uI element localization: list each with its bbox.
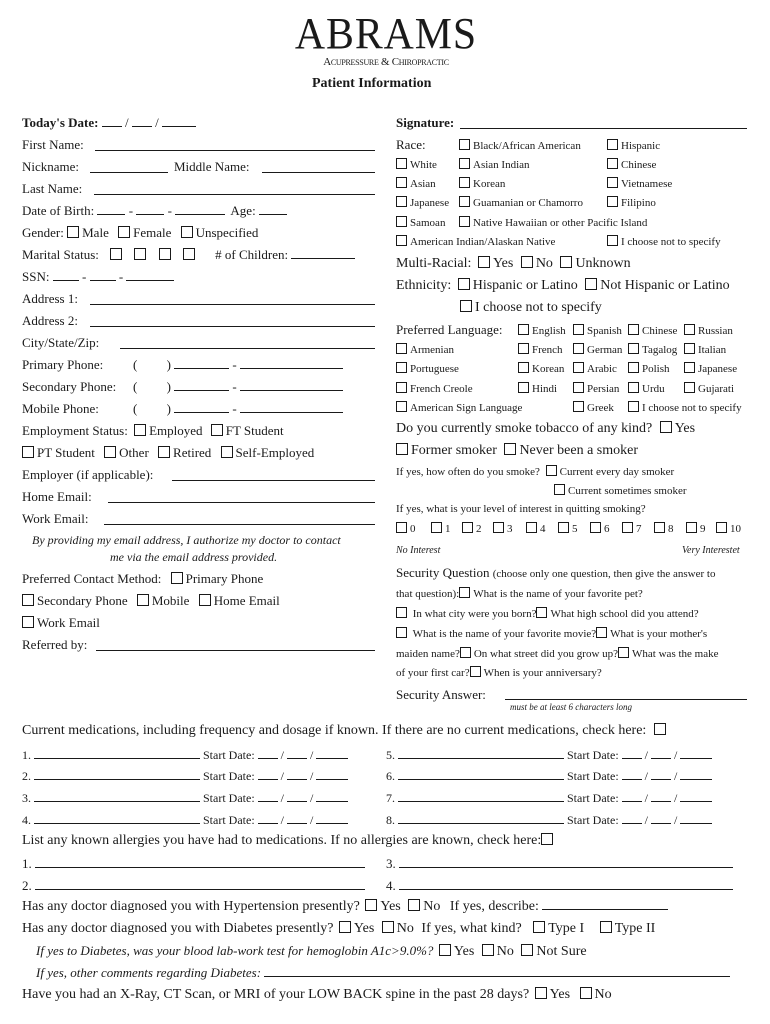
language-option[interactable]: German	[573, 343, 622, 356]
other-comments-row	[36, 965, 730, 981]
referred-by-label: Referred by:	[22, 637, 88, 652]
city-field[interactable]	[120, 348, 375, 349]
cm-home-email-label: Home Email	[213, 593, 280, 608]
authorize-text-2: me via the email address provided.	[110, 550, 278, 564]
medication-row: 3. Start Date: / /	[22, 791, 348, 806]
secondary-phone-label: Secondary Phone:	[22, 379, 117, 394]
address1-field[interactable]	[90, 304, 375, 305]
allergies-label: List any known allergies you have had to medications. If no allergies are known, check here:	[22, 833, 542, 848]
medication-field[interactable]	[34, 813, 200, 824]
multi-racial-label: Multi-Racial:	[396, 256, 472, 271]
race-option[interactable]: Guamanian or Chamorro	[459, 196, 583, 209]
logo-main: ABRAMS	[294, 9, 478, 58]
question-checkbox[interactable]	[470, 666, 481, 677]
medication-row: 5. Start Date: / /	[386, 748, 712, 763]
address1-label: Address 1:	[22, 291, 78, 306]
ft-student-label: FT Student	[225, 423, 284, 438]
not-hispanic-checkbox[interactable]	[585, 278, 597, 290]
todays-date-row: Today's Date: / /	[22, 115, 196, 131]
marital-checkbox-2[interactable]	[134, 248, 146, 260]
medication-field[interactable]	[398, 769, 564, 780]
interest-option[interactable]: 9	[686, 522, 706, 535]
question-label: What is the name of your favorite pet?	[473, 588, 643, 600]
ethnicity-not-specify-checkbox[interactable]	[460, 300, 472, 312]
security-answer-label: Security Answer:	[396, 687, 486, 702]
home-email-field[interactable]	[108, 502, 375, 503]
never-smoker-label: Never been a smoker	[519, 443, 638, 458]
a1c-not-sure-checkbox[interactable]	[521, 944, 533, 956]
race-option[interactable]: I choose not to specify	[607, 235, 721, 248]
language-option[interactable]: Urdu	[628, 382, 665, 395]
todays-date-label: Today's Date:	[22, 115, 99, 130]
language-option[interactable]: Portuguese	[396, 362, 459, 375]
security-question-label: Security Question	[396, 565, 490, 580]
xray-row: Have you had an X-Ray, CT Scan, or MRI of your LOW BACK spine in the past 28 days? Yes No	[22, 987, 612, 1002]
language-option[interactable]: Chinese	[628, 324, 677, 337]
sometimes-checkbox[interactable]	[554, 484, 565, 495]
language-option[interactable]: Italian	[684, 343, 726, 356]
race-option[interactable]: Filipino	[607, 196, 656, 209]
hispanic-checkbox[interactable]	[458, 278, 470, 290]
race-option[interactable]: Vietnamese	[607, 177, 672, 190]
language-option[interactable]: Korean	[518, 362, 564, 375]
last-name-label: Last Name:	[22, 181, 83, 196]
allergy-row: 3.	[386, 856, 733, 872]
security-row-5	[396, 666, 602, 679]
min-chars-note: must be at least 6 characters long	[510, 702, 632, 712]
employed-label: Employed	[149, 423, 203, 438]
security-row-1	[396, 587, 643, 600]
home-email-label: Home Email:	[22, 489, 92, 504]
contact-method-row	[22, 571, 263, 587]
diabetes-no-checkbox[interactable]	[382, 921, 394, 933]
type1-checkbox[interactable]	[533, 921, 545, 933]
interest-option[interactable]: 8	[654, 522, 674, 535]
a1c-yes-checkbox[interactable]	[439, 944, 451, 956]
referred-by-field[interactable]	[96, 650, 375, 651]
interest-label: If yes, what is your level of interest in quitting smoking?	[396, 503, 646, 515]
language-option[interactable]: Tagalog	[628, 343, 677, 356]
multi-unknown-checkbox[interactable]	[560, 256, 572, 268]
interest-option[interactable]: 0	[396, 522, 416, 535]
race-option[interactable]: Korean	[459, 177, 505, 190]
cm-primary-checkbox[interactable]	[171, 572, 183, 584]
language-option[interactable]: Gujarati	[684, 382, 734, 395]
city-label: City/State/Zip:	[22, 335, 100, 350]
multi-no-label: No	[535, 256, 553, 271]
hypertension-label: Has any doctor diagnosed you with Hypertension presently?	[22, 899, 360, 914]
multi-yes-checkbox[interactable]	[478, 256, 490, 268]
xray-yes-checkbox[interactable]	[535, 987, 547, 999]
employed-checkbox[interactable]	[134, 424, 146, 436]
interest-option[interactable]: 4	[526, 522, 546, 535]
allergies-row	[22, 833, 556, 849]
language-option[interactable]: Spanish	[573, 324, 622, 337]
security-row-4	[396, 647, 718, 660]
language-option[interactable]: Russian	[684, 324, 733, 337]
middle-name-label: Middle Name:	[174, 159, 250, 174]
xray-no-checkbox[interactable]	[580, 987, 592, 999]
security-note: (choose only one question, then give the answer to	[492, 568, 716, 580]
allergy-field[interactable]	[35, 879, 365, 890]
security-row-2	[396, 607, 699, 620]
language-option[interactable]: American Sign Language	[396, 401, 522, 414]
multi-racial-row	[396, 256, 631, 272]
marital-row	[22, 247, 355, 263]
cm-mobile-label: Mobile	[151, 593, 190, 608]
question-checkbox[interactable]	[536, 607, 547, 618]
other-comments-field[interactable]	[264, 966, 730, 977]
every-day-label: Current every day smoker	[559, 466, 675, 478]
language-option[interactable]: French Creole	[396, 382, 473, 395]
work-email-label: Work Email:	[22, 511, 89, 526]
diabetes-yes-checkbox[interactable]	[339, 921, 351, 933]
mobile-phone-label: Mobile Phone:	[22, 401, 99, 416]
first-name-label: First Name:	[22, 137, 84, 152]
tobacco-row	[396, 421, 695, 437]
dob-month-field[interactable]	[97, 204, 125, 215]
question-label: maiden name?	[396, 648, 460, 660]
question-checkbox[interactable]	[596, 627, 607, 638]
date-year-field[interactable]	[162, 116, 196, 127]
cm-primary-label: Primary Phone	[185, 571, 264, 586]
language-option[interactable]: Persian	[573, 382, 619, 395]
contact-method-row-3	[22, 615, 100, 631]
marital-checkbox-4[interactable]	[183, 248, 195, 260]
employer-label: Employer (if applicable):	[22, 467, 154, 482]
allergy-row: 2.	[22, 878, 365, 894]
medication-row: 2. Start Date: / /	[22, 769, 348, 784]
language-option[interactable]: English	[518, 324, 566, 337]
gender-row	[22, 225, 258, 241]
gender-female-label: Female	[133, 225, 172, 240]
question-label: In what city were you born?	[412, 608, 537, 620]
marital-label: Marital Status:	[22, 247, 99, 262]
no-allergies-checkbox[interactable]	[541, 833, 553, 845]
medication-row: 1. Start Date: / /	[22, 748, 348, 763]
interest-option[interactable]: 10	[716, 522, 741, 535]
address2-label: Address 2:	[22, 313, 78, 328]
medications-label: Current medications, including frequency and dosage if known. If there are no current medications, check here:	[22, 723, 647, 738]
interest-option[interactable]: 7	[622, 522, 642, 535]
retired-label: Retired	[173, 445, 212, 460]
multi-no-checkbox[interactable]	[521, 256, 533, 268]
interest-option[interactable]: 6	[590, 522, 610, 535]
first-name-field[interactable]	[95, 150, 375, 151]
security-answer-field[interactable]	[505, 699, 747, 700]
ethnicity-label: Ethnicity:	[396, 278, 452, 293]
question-label: What high school did you attend?	[550, 608, 699, 620]
multi-unknown-label: Unknown	[575, 256, 631, 271]
question-checkbox[interactable]	[618, 647, 629, 658]
question-checkbox[interactable]	[396, 627, 407, 638]
medication-row: 4. Start Date: / /	[22, 813, 348, 828]
how-often-row	[396, 465, 674, 478]
language-option[interactable]: Arabic	[573, 362, 617, 375]
ethnicity-row	[396, 278, 730, 294]
last-name-field[interactable]	[94, 194, 375, 195]
ethnicity-row-2	[460, 300, 602, 316]
contact-method-row-2	[22, 593, 280, 609]
race-option[interactable]: American Indian/Alaskan Native	[396, 235, 555, 248]
question-label: What is your mother's	[610, 628, 708, 640]
security-question-row	[396, 565, 715, 581]
gender-label: Gender:	[22, 225, 64, 240]
medication-field[interactable]	[398, 813, 564, 824]
secondary-phone-field[interactable]: ( ) -	[133, 379, 343, 395]
language-option[interactable]: Armenian	[396, 343, 454, 356]
signature-field[interactable]	[460, 128, 747, 129]
marital-checkbox-1[interactable]	[110, 248, 122, 260]
children-label: # of Children:	[215, 247, 289, 262]
address2-field[interactable]	[90, 326, 375, 327]
a1c-no-checkbox[interactable]	[482, 944, 494, 956]
diabetes-label: Has any doctor diagnosed you with Diabetes presently?	[22, 921, 334, 936]
language-label: Preferred Language:	[396, 322, 503, 337]
medication-field[interactable]	[398, 791, 564, 802]
question-label: What was the make	[632, 648, 719, 660]
multi-yes-label: Yes	[492, 256, 514, 271]
cm-secondary-label: Secondary Phone	[37, 593, 128, 608]
question-label: On what street did you grow up?	[473, 648, 619, 660]
gender-male-checkbox[interactable]	[67, 226, 79, 238]
sometimes-row	[554, 484, 687, 497]
never-smoker-checkbox[interactable]	[504, 443, 516, 455]
primary-phone-label: Primary Phone:	[22, 357, 104, 372]
medication-row: 6. Start Date: / /	[386, 769, 712, 784]
ft-student-checkbox[interactable]	[211, 424, 223, 436]
former-smoker-checkbox[interactable]	[396, 443, 408, 455]
employment-label: Employment Status:	[22, 423, 128, 438]
primary-phone-field[interactable]: ( ) -	[133, 357, 343, 373]
diabetes-row: Has any doctor diagnosed you with Diabetes presently? Yes No If yes, what kind? Type I Type II	[22, 921, 656, 936]
medications-row	[22, 723, 669, 739]
not-hispanic-label: Not Hispanic or Latino	[600, 278, 730, 293]
question-label: When is your anniversary?	[483, 667, 602, 679]
gender-male-label: Male	[82, 225, 109, 240]
medication-field[interactable]	[398, 748, 564, 759]
language-option[interactable]: Polish	[628, 362, 670, 375]
logo	[286, 9, 486, 74]
medication-field[interactable]	[34, 748, 200, 759]
hypertension-describe-field[interactable]	[542, 899, 668, 910]
other-checkbox[interactable]	[104, 446, 116, 458]
very-interested-label: Very Interestet	[682, 545, 740, 556]
race-option[interactable]: Japanese	[396, 196, 449, 209]
age-label: Age:	[230, 203, 256, 218]
medication-row: 7. Start Date: / /	[386, 791, 712, 806]
sometimes-label: Current sometimes smoker	[568, 485, 687, 497]
middle-name-field[interactable]	[262, 172, 375, 173]
question-checkbox[interactable]	[459, 587, 470, 598]
a1c-label: If yes to Diabetes, was your blood lab-work test for hemoglobin A1c>9.0%?	[36, 943, 434, 958]
type2-checkbox[interactable]	[600, 921, 612, 933]
other-comments-label: If yes, other comments regarding Diabetes:	[36, 965, 262, 980]
ssn-label: SSN:	[22, 269, 50, 284]
question-checkbox[interactable]	[460, 647, 471, 658]
cm-mobile-checkbox[interactable]	[137, 594, 149, 606]
hispanic-label: Hispanic or Latino	[472, 278, 578, 293]
date-day-field[interactable]	[132, 116, 152, 127]
employer-field[interactable]	[172, 480, 375, 481]
ssn-row: SSN: - -	[22, 269, 174, 285]
retired-checkbox[interactable]	[158, 446, 170, 458]
interest-option[interactable]: 3	[493, 522, 513, 535]
tobacco-yes-checkbox[interactable]	[660, 421, 672, 433]
tobacco-row-2	[396, 443, 638, 459]
race-option[interactable]: Black/African American	[459, 139, 581, 152]
how-often-label: If yes, how often do you smoke?	[396, 466, 540, 478]
other-label: Other	[119, 445, 149, 460]
dob-label: Date of Birth:	[22, 203, 95, 218]
gender-unspecified-label: Unspecified	[195, 225, 259, 240]
language-option[interactable]: French	[518, 343, 563, 356]
nickname-field[interactable]	[90, 172, 168, 173]
no-interest-label: No Interest	[396, 545, 441, 556]
medication-row: 8. Start Date: / /	[386, 813, 712, 828]
allergy-field[interactable]	[399, 879, 733, 890]
race-option[interactable]: Native Hawaiian or other Pacific Island	[459, 216, 647, 229]
work-email-field[interactable]	[104, 524, 375, 525]
children-field[interactable]	[291, 248, 355, 259]
interest-option[interactable]: 5	[558, 522, 578, 535]
page-title: Patient Information	[312, 76, 432, 91]
self-employed-label: Self-Employed	[235, 445, 315, 460]
employment-row-2	[22, 445, 314, 461]
race-option[interactable]: White	[396, 158, 437, 171]
race-label: Race:	[396, 137, 426, 152]
language-option[interactable]: Hindi	[518, 382, 557, 395]
security-row-3	[396, 627, 707, 640]
tobacco-yes-label: Yes	[674, 421, 696, 436]
date-month-field[interactable]	[102, 116, 122, 127]
mobile-phone-field[interactable]: ( ) -	[133, 401, 343, 417]
employment-row	[22, 423, 284, 439]
ssn-part2-field[interactable]	[90, 270, 116, 281]
dob-year-field[interactable]	[175, 204, 225, 215]
pt-student-label: PT Student	[37, 445, 95, 460]
xray-label: Have you had an X-Ray, CT Scan, or MRI of your LOW BACK spine in the past 28 days?	[22, 987, 530, 1002]
question-checkbox[interactable]	[396, 607, 407, 618]
ssn-part3-field[interactable]	[126, 270, 174, 281]
no-medications-checkbox[interactable]	[654, 723, 666, 735]
allergy-row: 4.	[386, 878, 733, 894]
race-option[interactable]: Asian Indian	[459, 158, 530, 171]
self-employed-checkbox[interactable]	[221, 446, 233, 458]
medication-field[interactable]	[34, 791, 200, 802]
hypertension-no-checkbox[interactable]	[408, 899, 420, 911]
ssn-part1-field[interactable]	[53, 270, 79, 281]
dob-row: Date of Birth: - - Age:	[22, 203, 287, 219]
every-day-checkbox[interactable]	[546, 465, 557, 476]
contact-method-label: Preferred Contact Method:	[22, 571, 162, 586]
cm-work-email-checkbox[interactable]	[22, 616, 34, 628]
allergy-row: 1.	[22, 856, 365, 872]
race-option[interactable]: Chinese	[607, 158, 656, 171]
allergy-field[interactable]	[399, 857, 733, 868]
authorize-text-1: By providing my email address, I authorize my doctor to contact	[32, 533, 341, 547]
medication-field[interactable]	[34, 769, 200, 780]
interest-option[interactable]: 1	[431, 522, 451, 535]
race-option[interactable]: Samoan	[396, 216, 445, 229]
race-option[interactable]: Hispanic	[607, 139, 660, 152]
nickname-label: Nickname:	[22, 159, 80, 174]
hypertension-yes-checkbox[interactable]	[365, 899, 377, 911]
hypertension-row: Has any doctor diagnosed you with Hypertension presently? Yes No If yes, describe:	[22, 899, 668, 915]
signature-label: Signature:	[396, 115, 455, 130]
race-option[interactable]: Asian	[396, 177, 436, 190]
former-smoker-label: Former smoker	[411, 443, 497, 458]
question-label: What is the name of your favorite movie?	[412, 628, 597, 640]
interest-option[interactable]: 2	[462, 522, 482, 535]
dob-day-field[interactable]	[136, 204, 164, 215]
gender-unspecified-checkbox[interactable]	[181, 226, 193, 238]
allergy-field[interactable]	[35, 857, 365, 868]
question-label: of your first car?	[396, 667, 470, 679]
that-question-label: that question):	[396, 588, 460, 600]
cm-home-email-checkbox[interactable]	[199, 594, 211, 606]
ethnicity-not-specify-label: I choose not to specify	[475, 300, 602, 315]
gender-female-checkbox[interactable]	[118, 226, 130, 238]
a1c-row: If yes to Diabetes, was your blood lab-work test for hemoglobin A1c>9.0%? Yes No Not Sure	[36, 943, 587, 959]
logo-sub: Acupressure & Chiropractic	[323, 56, 449, 68]
marital-checkbox-3[interactable]	[159, 248, 171, 260]
language-option[interactable]: I choose not to specify	[628, 401, 742, 414]
language-option[interactable]: Japanese	[684, 362, 737, 375]
tobacco-label: Do you currently smoke tobacco of any kind?	[396, 421, 653, 436]
cm-secondary-checkbox[interactable]	[22, 594, 34, 606]
pt-student-checkbox[interactable]	[22, 446, 34, 458]
language-option[interactable]: Greek	[573, 401, 614, 414]
cm-work-email-label: Work Email	[37, 615, 100, 630]
age-field[interactable]	[259, 204, 287, 215]
